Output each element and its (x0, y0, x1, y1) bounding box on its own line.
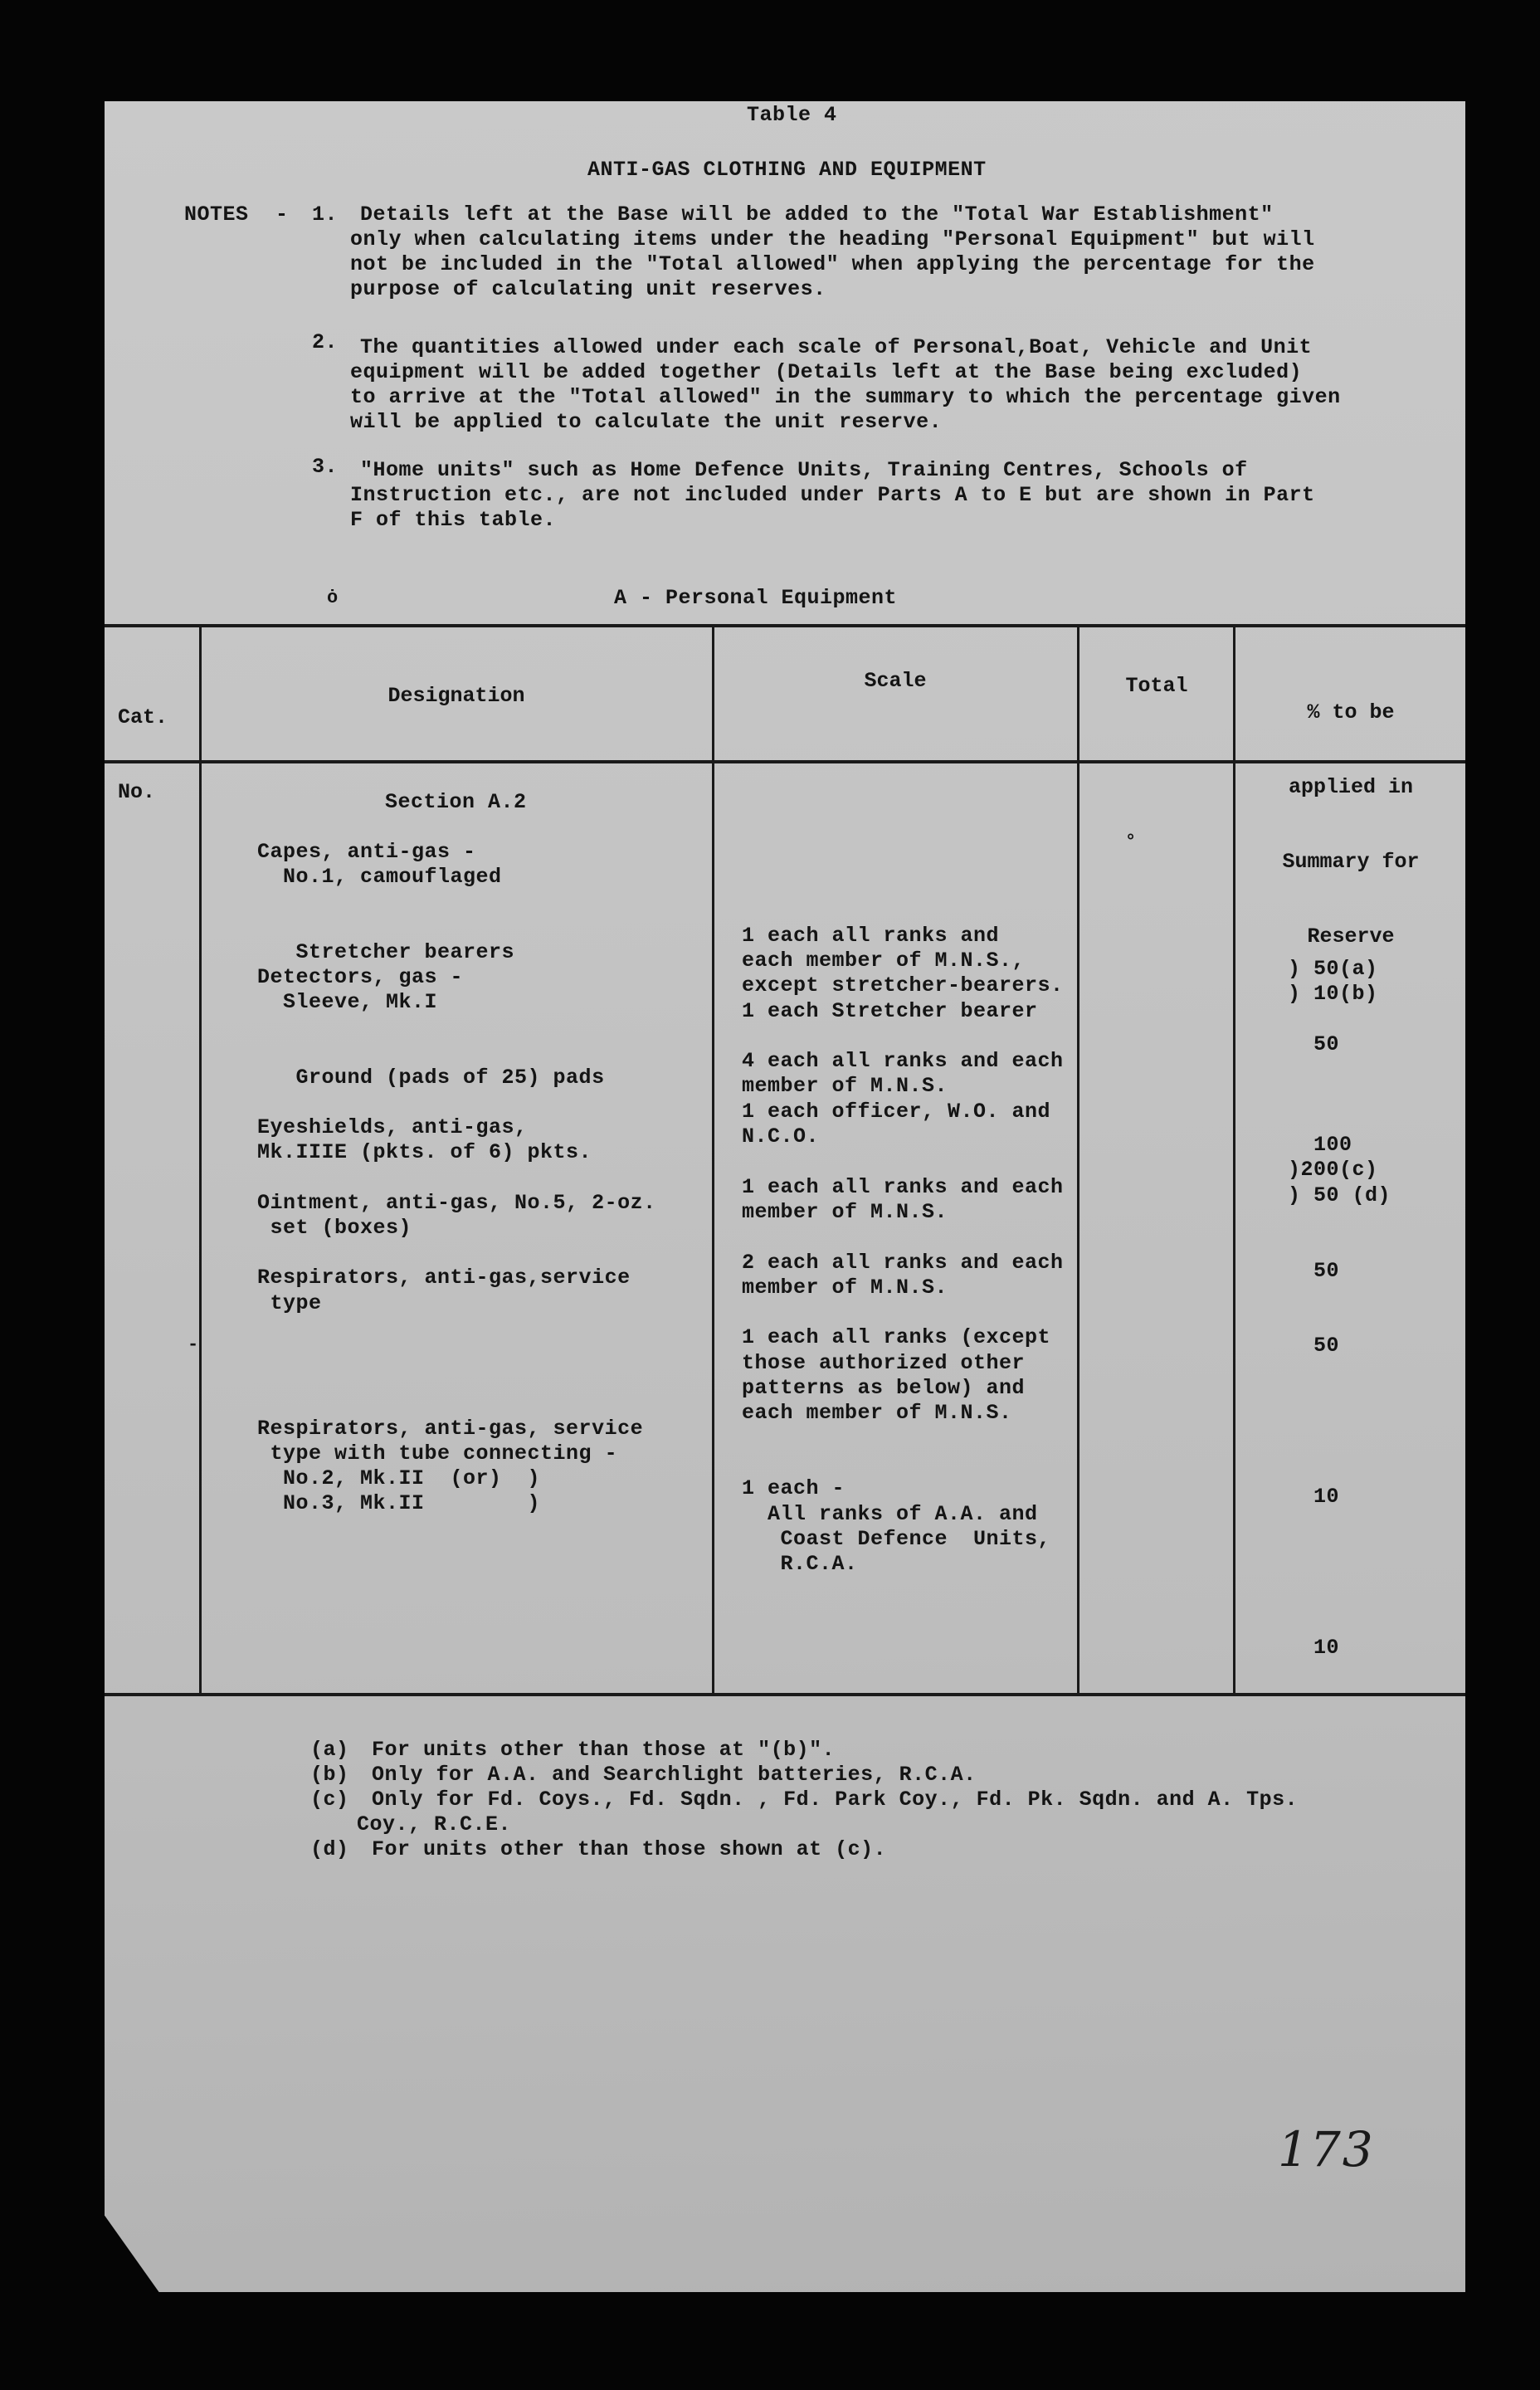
scale-line: 1 each all ranks and (742, 923, 1000, 948)
designation-line: Ground (pads of 25) pads (257, 1065, 605, 1090)
note-number: 3. (312, 455, 339, 479)
scale-line: member of M.N.S. (742, 1074, 948, 1099)
scale-line: each member of M.N.S. (742, 1401, 1012, 1426)
header-line: applied in (1288, 775, 1414, 799)
designation-line: Mk.IIIE (pkts. of 6) pkts. (257, 1140, 592, 1165)
pct-line: ) 50 (d) (1288, 1183, 1391, 1207)
designation-line: No.2, Mk.II (or) ) (257, 1466, 541, 1490)
note-line: will be applied to calculate the unit reserve. (350, 410, 943, 434)
footnote-text: For units other than those shown at (c). (372, 1837, 887, 1861)
scale-line: R.C.A. (742, 1552, 858, 1577)
designation-line: type (257, 1290, 322, 1315)
designation-line: Eyeshields, anti-gas, (257, 1115, 528, 1140)
note-line: The quantities allowed under each scale of Personal,Boat, Vehicle and Unit (360, 335, 1313, 359)
header-line: No. (118, 780, 156, 804)
header-line: % to be (1307, 700, 1395, 724)
note-line: "Home units" such as Home Defence Units, Training Centres, Schools of (360, 458, 1248, 482)
note-number: 1. (312, 202, 339, 227)
designation-line: Stretcher bearers (257, 939, 515, 964)
column-rule (1077, 624, 1079, 1696)
footnote-key: (d) (310, 1837, 349, 1861)
footnote-text: For units other than those at "(b)". (372, 1738, 836, 1762)
note-number: 2. (312, 330, 339, 354)
page-number: 173 (1278, 2121, 1375, 2178)
table-bottom-rule (105, 1693, 1465, 1696)
footnote-key: (b) (310, 1763, 349, 1787)
pct-line: 50 (1288, 1032, 1340, 1056)
scale-line: patterns as below) and (742, 1376, 1026, 1400)
note-line: only when calculating items under the heading "Personal Equipment" but will (350, 227, 1315, 251)
header-line: Cat. (118, 705, 168, 729)
designation-line: No.3, Mk.II ) (257, 1491, 541, 1516)
pct-line: 50 (1288, 1334, 1340, 1358)
scale-line: member of M.N.S. (742, 1275, 948, 1300)
section-heading: Section A.2 (385, 790, 527, 814)
designation-line: Respirators, anti-gas, service (257, 1416, 644, 1441)
table-top-rule (105, 624, 1465, 627)
column-rule (1233, 624, 1235, 1696)
pct-line: ) 50(a) (1288, 956, 1378, 981)
notes-label: NOTES (184, 202, 249, 227)
scale-line: member of M.N.S. (742, 1199, 948, 1224)
stray-mark: ° (1125, 832, 1137, 852)
header-line: Reserve (1307, 924, 1395, 949)
total-header: Total (1125, 674, 1188, 698)
designation-line: Capes, anti-gas - (257, 840, 476, 864)
scale-line: 1 each Stretcher bearer (742, 998, 1038, 1023)
note-line: purpose of calculating unit reserves. (350, 277, 826, 301)
footnote-key: (c) (310, 1788, 349, 1812)
pct-header (1236, 651, 1465, 974)
note-line: not be included in the "Total allowed" when applying the percentage for the (350, 252, 1315, 276)
note-line: equipment will be added together (Details left at the Base being excluded) (350, 360, 1303, 384)
part-heading: A - Personal Equipment (614, 586, 898, 610)
scale-line: 1 each all ranks and each (742, 1174, 1064, 1199)
footnote-text: Coy., R.C.E. (357, 1812, 512, 1836)
scale-line: 2 each all ranks and each (742, 1250, 1064, 1275)
designation-line: Respirators, anti-gas,service (257, 1266, 631, 1290)
note-line: Details left at the Base will be added to the "Total War Establishment" (360, 202, 1274, 227)
scale-line: All ranks of A.A. and (742, 1501, 1038, 1526)
designation-line: Detectors, gas - (257, 965, 464, 989)
pct-line: )200(c) (1288, 1158, 1378, 1183)
footnote-text: Only for Fd. Coys., Fd. Sqdn. , Fd. Park Coy., Fd. Pk. Sqdn. and A. Tps. (372, 1788, 1299, 1812)
note-line: F of this table. (350, 508, 557, 532)
scale-header: Scale (864, 669, 927, 693)
cat-no-header (106, 656, 211, 830)
scale-line: except stretcher-bearers. (742, 973, 1064, 998)
pct-line: 100 (1288, 1133, 1352, 1157)
designation-line: No.1, camouflaged (257, 865, 502, 890)
footnote-key: (a) (310, 1738, 349, 1762)
scale-line: 1 each officer, W.O. and (742, 1099, 1051, 1124)
footnote-text: Only for A.A. and Searchlight batteries, R.C.A. (372, 1763, 977, 1787)
designation-line: type with tube connecting - (257, 1441, 618, 1466)
table-label: Table 4 (747, 103, 837, 127)
scale-line: 1 each - (742, 1476, 846, 1501)
column-rule (712, 624, 714, 1696)
pct-line: 50 (1288, 1258, 1340, 1283)
scale-line: each member of M.N.S., (742, 948, 1026, 973)
notes-dash: - (275, 202, 289, 227)
designation-line: Sleeve, Mk.I (257, 990, 438, 1015)
note-line: to arrive at the "Total allowed" in the summary to which the percentage given (350, 385, 1341, 409)
scale-line: 4 each all ranks and each (742, 1049, 1064, 1074)
scale-line: Coast Defence Units, (742, 1526, 1051, 1551)
pct-line: ) 10(b) (1288, 982, 1378, 1007)
pct-line: 10 (1288, 1485, 1340, 1510)
designation-line: set (boxes) (257, 1216, 412, 1240)
header-line: Summary for (1282, 850, 1420, 874)
designation-line: Ointment, anti-gas, No.5, 2-oz. (257, 1190, 656, 1215)
note-line: Instruction etc., are not included under Parts A to E but are shown in Part (350, 483, 1315, 507)
scale-line: 1 each all ranks (except (742, 1325, 1051, 1350)
stray-mark: - (188, 1334, 199, 1355)
scale-line: those authorized other (742, 1350, 1026, 1375)
pct-line: 10 (1288, 1636, 1340, 1660)
designation-header: Designation (387, 684, 525, 708)
stray-mark: ȯ (327, 588, 339, 608)
scale-line: N.C.O. (742, 1124, 820, 1149)
table-title: ANTI-GAS CLOTHING AND EQUIPMENT (587, 158, 987, 182)
